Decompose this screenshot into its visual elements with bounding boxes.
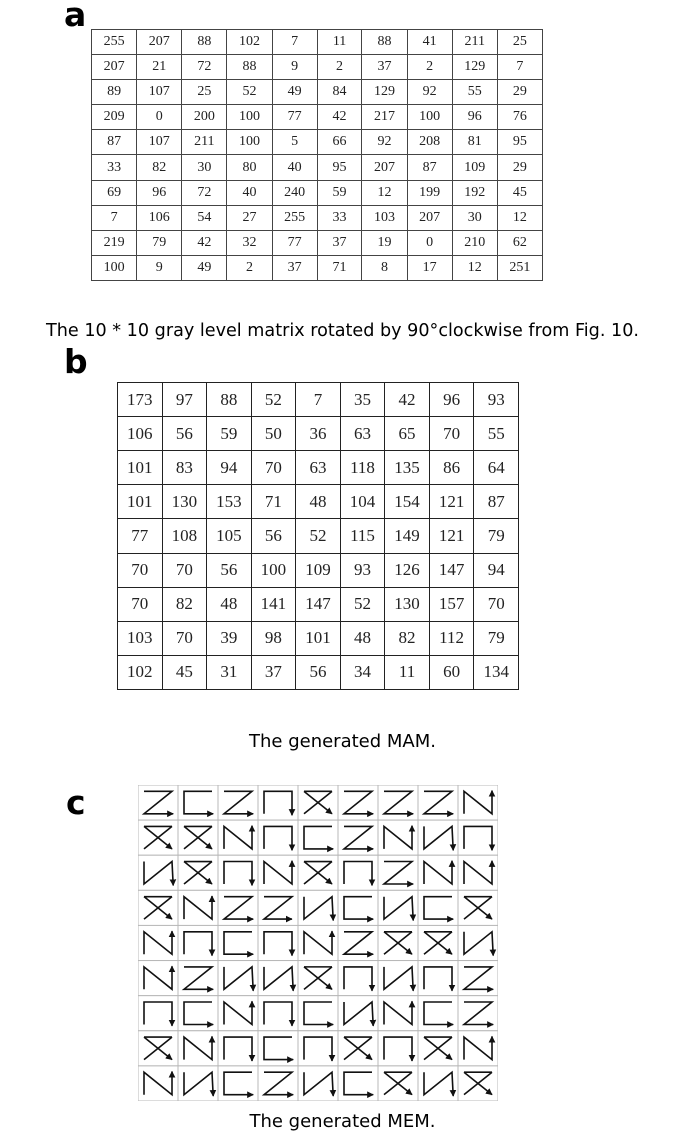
matrix-row [92,30,543,55]
matrix-cell: 12 [497,205,542,230]
matrix-cell: 96 [137,180,182,205]
matrix-cell: 63 [340,417,385,451]
matrix-cell: 83 [162,451,207,485]
matrix-cell: 89 [92,80,137,105]
matrix-cell: 101 [118,451,163,485]
matrix-cell: 45 [497,180,542,205]
matrix-cell: 82 [137,155,182,180]
matrix-cell: 109 [296,553,341,587]
matrix-cell: 92 [407,80,452,105]
matrix-cell: 35 [340,383,385,417]
matrix-row [118,553,519,587]
matrix-cell: 41 [407,30,452,55]
matrix-cell: 49 [182,255,227,280]
matrix-cell: 109 [452,155,497,180]
matrix-cell: 29 [497,80,542,105]
matrix-cell: 40 [227,180,272,205]
matrix-cell: 207 [407,205,452,230]
matrix-row [118,383,519,417]
matrix-cell: 192 [452,180,497,205]
matrix-cell: 48 [296,485,341,519]
matrix-cell: 100 [251,553,296,587]
matrix-cell: 153 [207,485,252,519]
matrix-cell: 130 [162,485,207,519]
matrix-cell: 55 [452,80,497,105]
matrix-cell: 129 [362,80,407,105]
matrix-cell: 147 [296,587,341,621]
matrix-cell: 70 [474,587,519,621]
matrix-cell: 63 [296,451,341,485]
matrix-cell: 129 [452,55,497,80]
matrix-cell: 52 [296,519,341,553]
matrix-cell: 219 [92,230,137,255]
matrix-cell: 30 [182,155,227,180]
matrix-cell: 130 [385,587,430,621]
matrix-cell: 82 [162,587,207,621]
matrix-cell: 209 [92,105,137,130]
matrix-row [92,130,543,155]
matrix-cell: 77 [118,519,163,553]
matrix-cell: 103 [118,621,163,655]
matrix-cell: 100 [227,105,272,130]
matrix-cell: 88 [207,383,252,417]
matrix-cell: 70 [118,553,163,587]
matrix-row [92,80,543,105]
matrix-row [92,255,543,280]
matrix-cell: 95 [497,130,542,155]
matrix-cell: 87 [407,155,452,180]
mam-matrix-table [117,382,519,690]
matrix-cell: 102 [118,655,163,689]
matrix-cell: 94 [474,553,519,587]
matrix-cell: 56 [296,655,341,689]
gray-level-matrix-table [91,29,543,281]
matrix-cell: 88 [182,30,227,55]
matrix-cell: 70 [251,451,296,485]
matrix-cell: 0 [407,230,452,255]
matrix-cell: 211 [452,30,497,55]
matrix-cell: 107 [137,130,182,155]
matrix-cell: 21 [137,55,182,80]
matrix-cell: 11 [385,655,430,689]
panel-c-label: c [66,783,86,822]
matrix-row [118,519,519,553]
matrix-cell: 59 [317,180,362,205]
matrix-cell: 79 [474,621,519,655]
matrix-cell: 255 [92,30,137,55]
matrix-cell: 71 [317,255,362,280]
matrix-cell: 104 [340,485,385,519]
matrix-cell: 207 [92,55,137,80]
matrix-cell: 50 [251,417,296,451]
matrix-cell: 105 [207,519,252,553]
matrix-cell: 70 [162,621,207,655]
matrix-cell: 76 [497,105,542,130]
matrix-cell: 42 [385,383,430,417]
matrix-cell: 36 [296,417,341,451]
matrix-cell: 2 [227,255,272,280]
matrix-cell: 56 [251,519,296,553]
matrix-cell: 7 [272,30,317,55]
matrix-cell: 39 [207,621,252,655]
matrix-row [92,155,543,180]
matrix-row [118,587,519,621]
matrix-cell: 9 [137,255,182,280]
matrix-cell: 96 [429,383,474,417]
matrix-cell: 29 [497,155,542,180]
matrix-cell: 210 [452,230,497,255]
matrix-cell: 31 [207,655,252,689]
matrix-cell: 147 [429,553,474,587]
matrix-cell: 54 [182,205,227,230]
matrix-cell: 56 [162,417,207,451]
matrix-cell: 5 [272,130,317,155]
matrix-cell: 112 [429,621,474,655]
matrix-cell: 81 [452,130,497,155]
matrix-row [118,417,519,451]
matrix-row [118,451,519,485]
matrix-cell: 37 [317,230,362,255]
matrix-cell: 200 [182,105,227,130]
matrix-cell: 82 [385,621,430,655]
matrix-cell: 98 [251,621,296,655]
matrix-cell: 9 [272,55,317,80]
matrix-cell: 103 [362,205,407,230]
matrix-cell: 101 [118,485,163,519]
matrix-cell: 88 [362,30,407,55]
matrix-cell: 34 [340,655,385,689]
matrix-cell: 45 [162,655,207,689]
matrix-cell: 56 [207,553,252,587]
matrix-cell: 62 [497,230,542,255]
matrix-cell: 97 [162,383,207,417]
matrix-cell: 33 [317,205,362,230]
matrix-row [92,230,543,255]
matrix-cell: 95 [317,155,362,180]
matrix-cell: 55 [474,417,519,451]
matrix-cell: 42 [182,230,227,255]
matrix-cell: 207 [362,155,407,180]
matrix-cell: 30 [452,205,497,230]
panel-b-caption: The generated MAM. [249,731,436,752]
matrix-cell: 134 [474,655,519,689]
matrix-cell: 27 [227,205,272,230]
matrix-cell: 86 [429,451,474,485]
matrix-cell: 80 [227,155,272,180]
panel-c-caption: The generated MEM. [249,1111,436,1132]
matrix-cell: 17 [407,255,452,280]
matrix-cell: 70 [118,587,163,621]
matrix-cell: 52 [227,80,272,105]
matrix-cell: 154 [385,485,430,519]
matrix-cell: 121 [429,485,474,519]
matrix-cell: 59 [207,417,252,451]
matrix-cell: 37 [272,255,317,280]
matrix-cell: 135 [385,451,430,485]
matrix-cell: 0 [137,105,182,130]
matrix-row [92,55,543,80]
mem-pattern-grid [138,785,498,1101]
matrix-cell: 107 [137,80,182,105]
matrix-cell: 7 [92,205,137,230]
matrix-cell: 66 [317,130,362,155]
matrix-cell: 84 [317,80,362,105]
matrix-cell: 12 [452,255,497,280]
matrix-cell: 173 [118,383,163,417]
matrix-cell: 37 [362,55,407,80]
matrix-cell: 88 [227,55,272,80]
panel-b-label: b [64,342,88,381]
panel-a-caption: The 10 * 10 gray level matrix rotated by 90°clockwise from Fig. 10. [46,321,639,341]
matrix-cell: 79 [137,230,182,255]
matrix-cell: 118 [340,451,385,485]
matrix-cell: 94 [207,451,252,485]
matrix-row [92,205,543,230]
matrix-cell: 251 [497,255,542,280]
matrix-cell: 121 [429,519,474,553]
matrix-cell: 126 [385,553,430,587]
matrix-cell: 240 [272,180,317,205]
matrix-cell: 100 [227,130,272,155]
matrix-cell: 157 [429,587,474,621]
matrix-cell: 211 [182,130,227,155]
matrix-cell: 32 [227,230,272,255]
matrix-cell: 12 [362,180,407,205]
matrix-cell: 49 [272,80,317,105]
matrix-cell: 48 [207,587,252,621]
matrix-cell: 93 [474,383,519,417]
matrix-cell: 7 [296,383,341,417]
matrix-row [92,180,543,205]
matrix-cell: 33 [92,155,137,180]
matrix-cell: 100 [92,255,137,280]
matrix-cell: 100 [407,105,452,130]
matrix-cell: 70 [429,417,474,451]
matrix-cell: 64 [474,451,519,485]
matrix-cell: 2 [317,55,362,80]
matrix-cell: 101 [296,621,341,655]
matrix-cell: 87 [474,485,519,519]
matrix-cell: 52 [251,383,296,417]
matrix-cell: 7 [497,55,542,80]
matrix-cell: 11 [317,30,362,55]
matrix-cell: 207 [137,30,182,55]
matrix-cell: 69 [92,180,137,205]
matrix-cell: 2 [407,55,452,80]
matrix-row [118,485,519,519]
matrix-cell: 255 [272,205,317,230]
matrix-cell: 77 [272,230,317,255]
matrix-cell: 87 [92,130,137,155]
matrix-cell: 70 [162,553,207,587]
matrix-cell: 19 [362,230,407,255]
matrix-cell: 102 [227,30,272,55]
matrix-cell: 106 [137,205,182,230]
matrix-cell: 77 [272,105,317,130]
matrix-cell: 52 [340,587,385,621]
matrix-cell: 60 [429,655,474,689]
matrix-cell: 8 [362,255,407,280]
matrix-cell: 96 [452,105,497,130]
matrix-cell: 217 [362,105,407,130]
matrix-row [92,105,543,130]
matrix-row [118,621,519,655]
matrix-cell: 25 [497,30,542,55]
matrix-cell: 208 [407,130,452,155]
matrix-row [118,655,519,689]
matrix-cell: 65 [385,417,430,451]
matrix-cell: 72 [182,55,227,80]
matrix-cell: 40 [272,155,317,180]
matrix-cell: 72 [182,180,227,205]
matrix-cell: 48 [340,621,385,655]
matrix-cell: 199 [407,180,452,205]
matrix-cell: 141 [251,587,296,621]
matrix-cell: 108 [162,519,207,553]
matrix-cell: 25 [182,80,227,105]
matrix-cell: 115 [340,519,385,553]
matrix-cell: 37 [251,655,296,689]
matrix-cell: 149 [385,519,430,553]
matrix-cell: 92 [362,130,407,155]
matrix-cell: 93 [340,553,385,587]
matrix-cell: 106 [118,417,163,451]
matrix-cell: 79 [474,519,519,553]
matrix-cell: 71 [251,485,296,519]
matrix-cell: 42 [317,105,362,130]
panel-a-label: a [64,0,87,34]
